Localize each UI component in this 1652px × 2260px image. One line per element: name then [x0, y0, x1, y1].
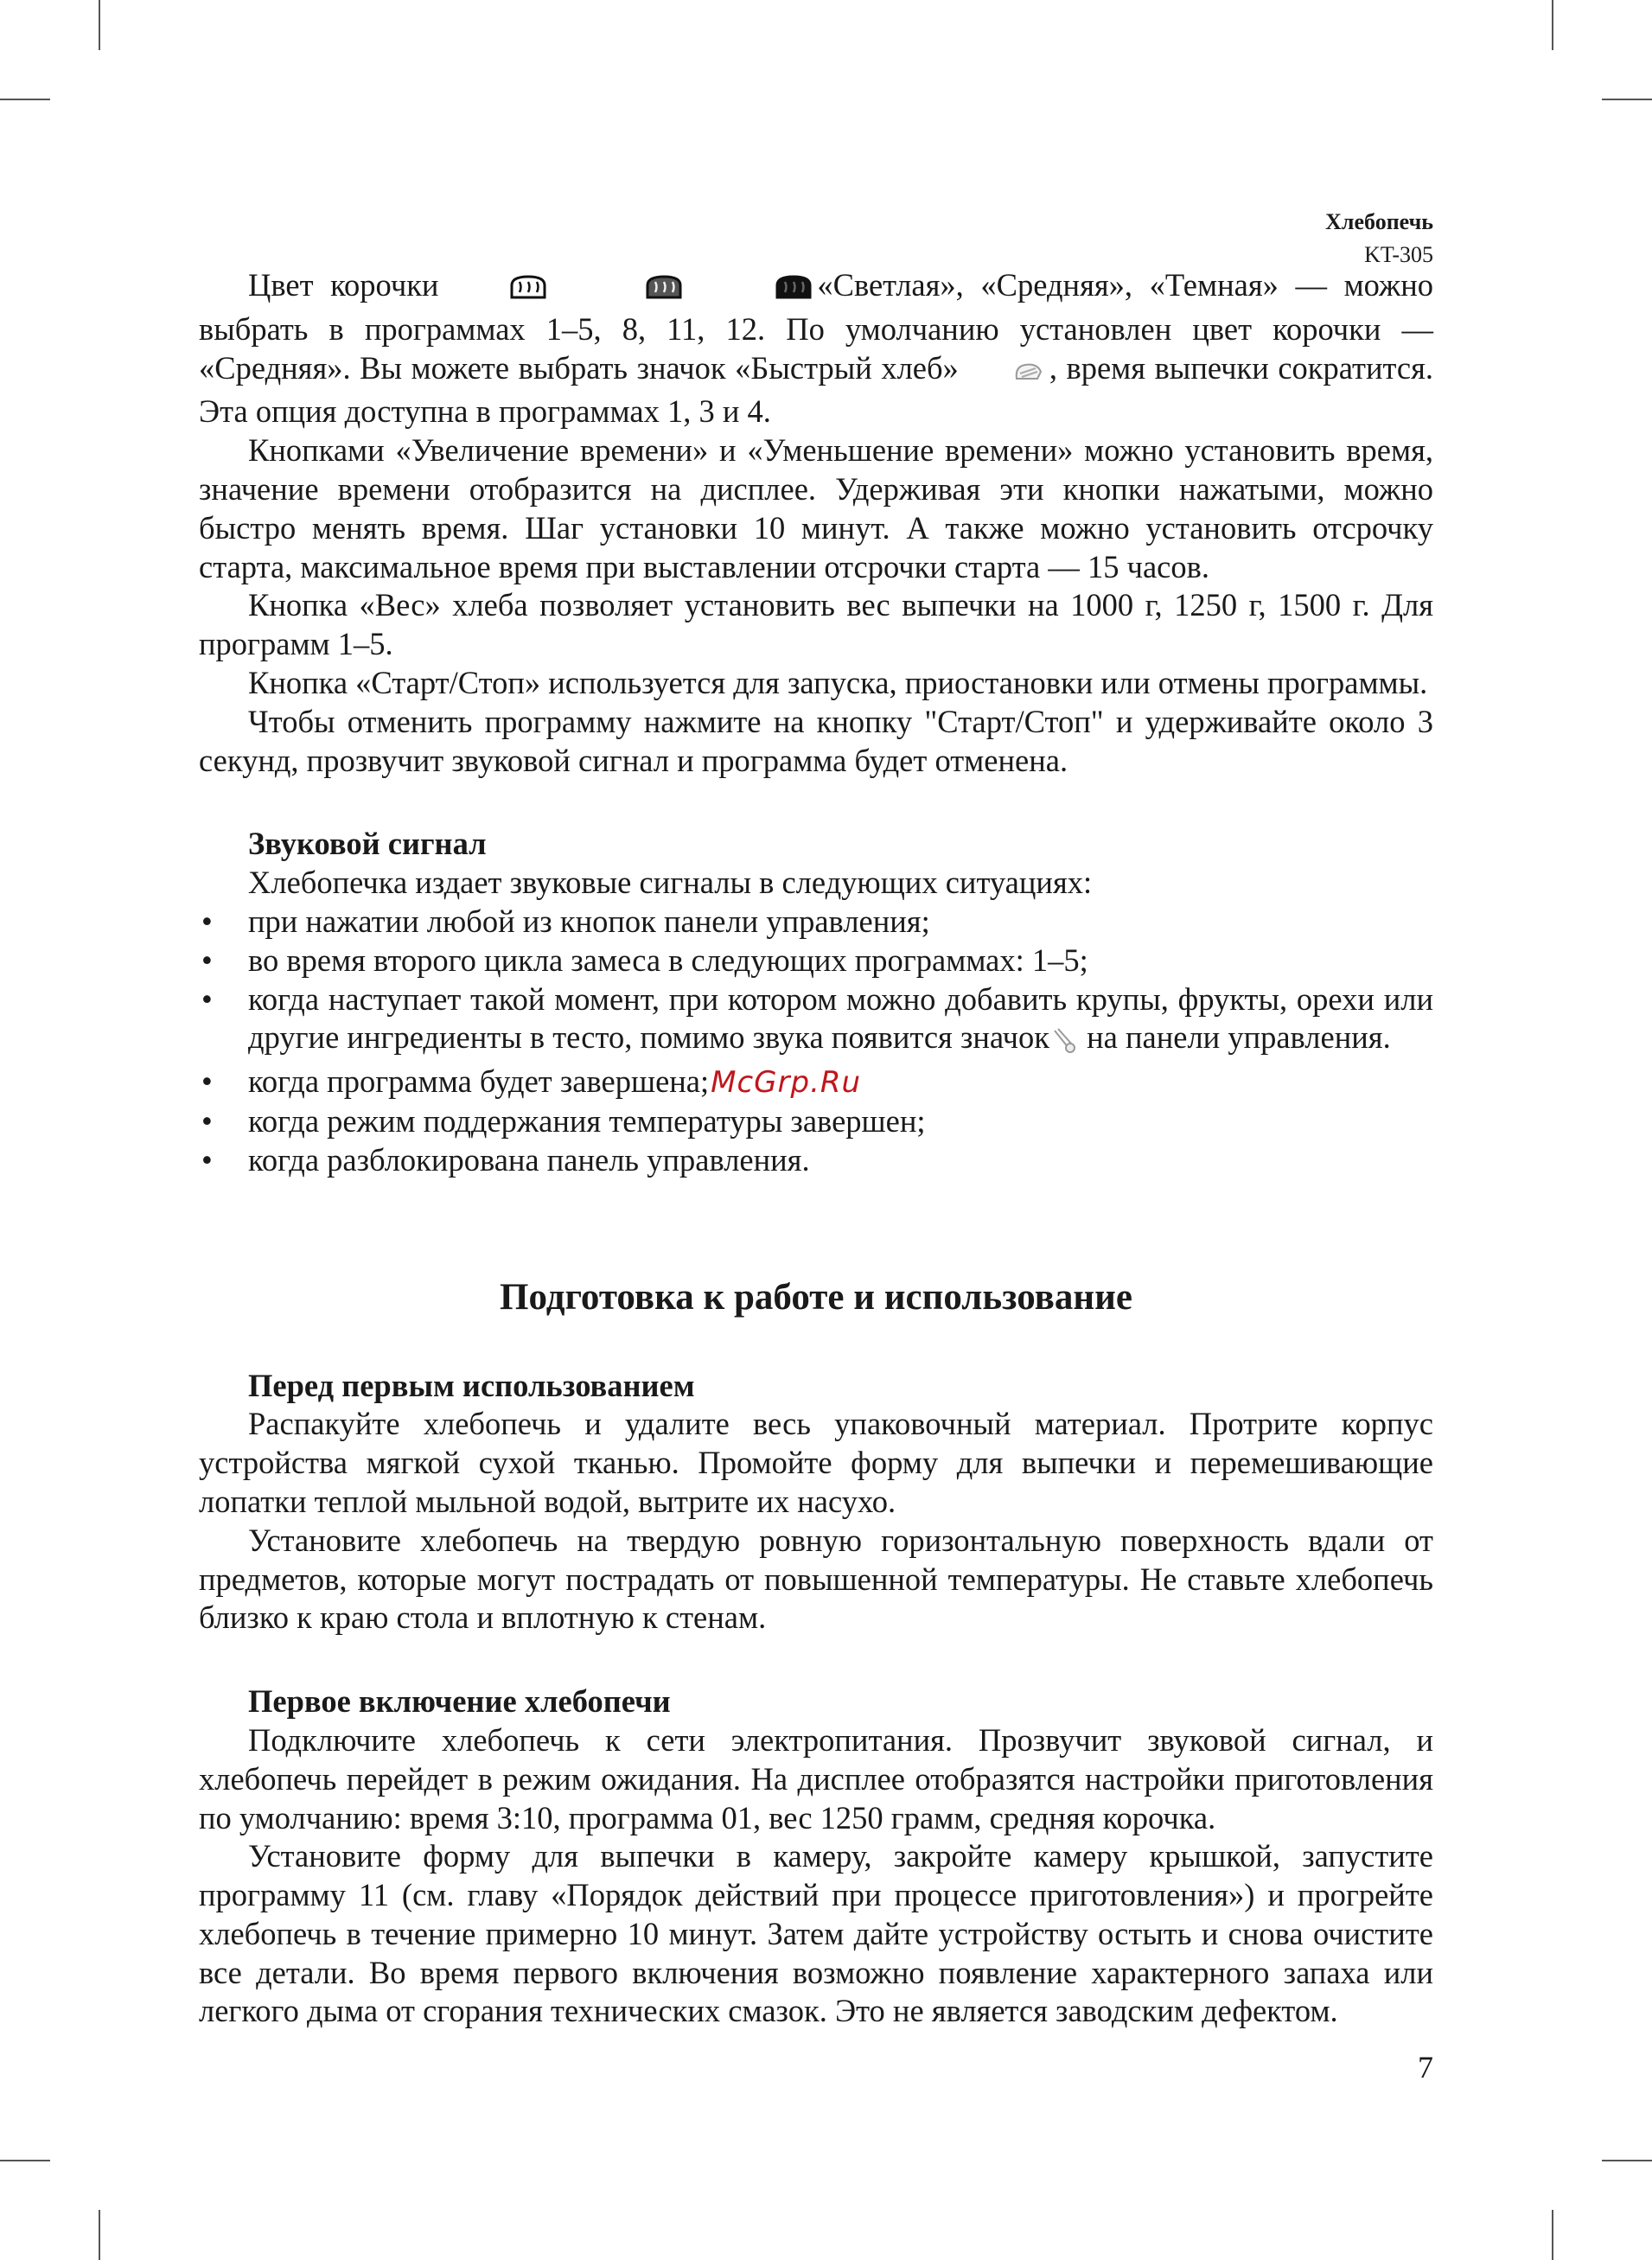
- crop-mark: [0, 99, 50, 100]
- crust-medium-icon: [595, 271, 684, 310]
- crop-mark: [1602, 99, 1652, 100]
- crop-mark: [1602, 2160, 1652, 2161]
- crop-mark: [99, 0, 100, 50]
- crust-light-icon: [459, 271, 548, 310]
- crust-text-1: Цвет корочки: [248, 267, 439, 303]
- list-item-text: когда программа будет завершена;: [248, 1063, 710, 1100]
- header-model: KT-305: [1364, 242, 1433, 267]
- running-header: [1325, 206, 1433, 271]
- paragraph-time: Кнопками «Увеличение времени» и «Уменьшение времени» можно установить время, значение времени отобразится на дисплее. Удерживая эти кнопки нажатыми, можно быстро менять время. Шаг установки 10 минут. А также можно установить отсрочку старта, максимальное время при выставлении отсрочки старта — 15 часов.: [199, 432, 1433, 584]
- list-item: • когда режим поддержания температуры завершен;: [199, 1102, 1433, 1141]
- crust-text-2: «Светлая», «Средняя», «Темная» — можно выбрать в программах 1–5, 8, 11, 12. По умолчанию установлен цвет корочки — «Средняя». Вы можете выбрать значок «Быстрый хлеб»: [199, 267, 1434, 386]
- quick-bread-icon: [962, 354, 1046, 393]
- sound-intro: Хлебопечка издает звуковые сигналы в следующих ситуациях:: [248, 865, 1093, 901]
- crop-mark: [99, 2210, 100, 2260]
- page-number: 7: [1418, 2050, 1433, 2084]
- crop-mark: [0, 2160, 50, 2161]
- list-item-text: когда наступает такой момент, при котором можно добавить крупы, фрукты, орехи или другие ингредиенты в тесто, помимо звука появится значок: [248, 980, 1433, 1056]
- list-item: [199, 1063, 1433, 1102]
- paragraph-startstop: Кнопка «Старт/Стоп» используется для запуска, приостановки или отмены программы.: [248, 664, 1428, 700]
- list-item: • во время второго цикла замеса в следующих программах: 1–5;: [199, 942, 1433, 980]
- crop-mark: [1552, 0, 1553, 50]
- section-title: Подготовка к работе и использование: [500, 1276, 1132, 1318]
- crust-text-3: , время выпечки сократится. Эта опция доступна в программах 1, 3 и 4.: [199, 349, 1433, 430]
- header-title: Хлебопечь: [1325, 209, 1433, 234]
- crop-mark: [1552, 2210, 1553, 2260]
- list-item: [199, 980, 1433, 1063]
- paragraph-weight: Кнопка «Вес» хлеба позволяет установить вес выпечки на 1000 г, 1250 г, 1500 г. Для программ 1–5.: [199, 587, 1433, 662]
- list-item: • когда разблокирована панель управления.: [199, 1141, 1433, 1180]
- before-paragraph-2: Установите хлебопечь на твердую ровную горизонтальную поверхность вдали от предметов, которые могут пострадать от повышенной температуры. Не ставьте хлебопечь близко к краю стола и вплотную к стенам.: [199, 1522, 1433, 1636]
- first-paragraph-1: Подключите хлебопечь к сети электропитания. Прозвучит звуковой сигнал, и хлебопечь перейдет в режим ожидания. На дисплее отобразятся настройки приготовления по умолчанию: время 3:10, программа 01, вес 1250 грамм, средняя корочка.: [199, 1721, 1433, 1835]
- first-paragraph-2: Установите форму для выпечки в камеру, закройте камеру крышкой, запустите программу 11 (см. главу «Порядок действий при процессе приготовления») и прогрейте хлебопечь в течение примерно 10 минут. Затем дайте устройству остыть и снова очистите все детали. Во время первого включения возможно появление характерного запаха или легкого дыма от сгорания технических смазок. Это не является заводским дефектом.: [199, 1838, 1433, 2029]
- paragraph-crust: [199, 266, 1433, 431]
- page-content: [199, 266, 1433, 2031]
- sound-list: [199, 903, 1433, 1180]
- first-heading: Первое включение хлебопечи: [248, 1683, 671, 1720]
- before-paragraph-1: Распакуйте хлебопечь и удалите весь упаковочный материал. Протрите корпус устройства мягкой сухой тканью. Промойте форму для выпечки и перемешивающие лопатки теплой мыльной водой, вытрите их насухо.: [199, 1406, 1433, 1519]
- watermark: McGrp.Ru: [711, 1065, 862, 1101]
- paragraph-cancel: Чтобы отменить программу нажмите на кнопку "Старт/Стоп" и удерживайте около 3 секунд, прозвучит звуковой сигнал и программа будет отменена.: [199, 703, 1433, 778]
- crust-dark-icon: [724, 271, 813, 310]
- add-ingredients-icon: [1051, 1024, 1077, 1063]
- list-item-text: на панели управления.: [1087, 1019, 1391, 1056]
- sound-heading: Звуковой сигнал: [248, 826, 487, 862]
- list-item: • при нажатии любой из кнопок панели управления;: [199, 903, 1433, 942]
- before-heading: Перед первым использованием: [248, 1367, 695, 1403]
